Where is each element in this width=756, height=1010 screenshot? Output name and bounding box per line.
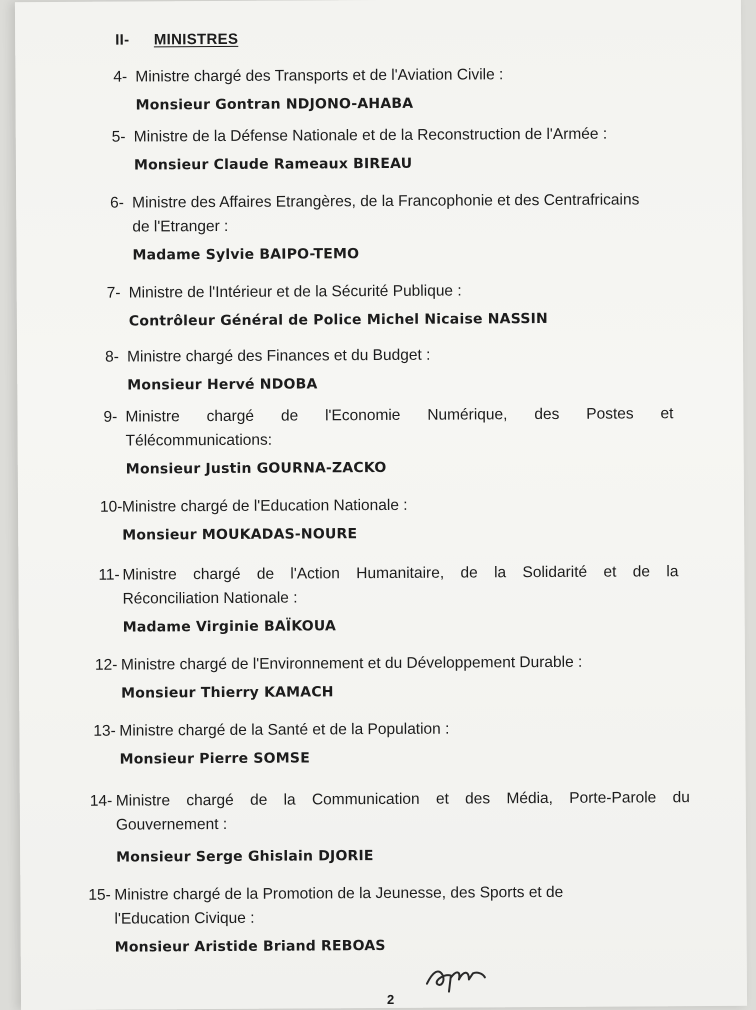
- entry-number: 4-: [113, 68, 128, 86]
- entry-number: 7-: [106, 284, 121, 302]
- section-number: II-: [115, 31, 130, 49]
- minister-name: Monsieur Hervé NDOBA: [127, 376, 318, 394]
- ministry-title-continued: Gouvernement :: [115, 815, 228, 834]
- entry-number: 12-: [94, 656, 118, 674]
- minister-entry: [105, 342, 705, 398]
- ministry-title: Ministre chargé de l'Economie Numérique, des Postes et: [125, 405, 674, 426]
- minister-entry: [113, 62, 713, 118]
- ministry-title-continued: de l'Etranger :: [132, 217, 229, 236]
- minister-name: Madame Virginie BAÏKOUA: [122, 618, 337, 636]
- entry-number: 13-: [93, 722, 116, 740]
- minister-entry: [88, 880, 648, 959]
- ministry-title-continued: Réconciliation Nationale :: [122, 589, 298, 608]
- signature-initials: [423, 961, 487, 995]
- minister-entry: [93, 716, 693, 772]
- ministry-title: Ministre chargé de la Promotion de la Jeunesse, des Sports et de: [114, 883, 564, 904]
- minister-entry: [103, 402, 673, 481]
- minister-entry: [110, 188, 690, 268]
- minister-name: Monsieur Thierry KAMACH: [121, 684, 334, 702]
- entry-number: 5-: [111, 128, 126, 146]
- minister-entry: [112, 122, 712, 178]
- ministry-title: Ministre chargé de l'Environnement et du Développement Durable :: [120, 653, 583, 674]
- entry-number: 11-: [98, 566, 120, 584]
- minister-name: Monsieur Claude Rameaux BIREAU: [133, 155, 413, 174]
- ministry-title: Ministre chargé de la Santé et de la Population :: [119, 720, 450, 740]
- ministry-title: Ministre de la Défense Nationale et de la Reconstruction de l'Armée :: [133, 125, 608, 146]
- minister-entry: [98, 560, 678, 640]
- entry-number: 6-: [110, 194, 125, 212]
- minister-name: Madame Sylvie BAIPO-TEMO: [132, 246, 360, 264]
- ministry-title: Ministre chargé de la Communication et des Média, Porte-Parole du: [115, 789, 690, 810]
- minister-entry: [95, 650, 695, 706]
- entry-number: 14-: [89, 792, 113, 810]
- minister-entry: [100, 492, 700, 548]
- entry-number: 9-: [103, 408, 118, 426]
- ministry-title: Ministre chargé de l'Action Humanitaire, de la Solidarité et de la: [122, 563, 679, 584]
- ministry-title: Ministre de l'Intérieur et de la Sécurité Publique :: [128, 282, 462, 302]
- minister-name: Monsieur Aristide Briand REBOAS: [114, 937, 386, 956]
- ministry-title: Ministre chargé de l'Education Nationale :: [121, 496, 408, 516]
- page-number: 2: [386, 991, 395, 1007]
- ministry-title: Ministre des Affaires Etrangères, de la Francophonie et des Centrafricains: [132, 191, 640, 212]
- section-title: MINISTRES: [153, 30, 239, 49]
- minister-entry: [107, 278, 707, 334]
- ministry-title: Ministre chargé des Finances et du Budget :: [127, 346, 431, 366]
- minister-name: Monsieur Gontran NDJONO-AHABA: [135, 95, 414, 114]
- minister-name: Monsieur Serge Ghislain DJORIE: [116, 848, 374, 866]
- entry-number: 10-: [99, 498, 123, 516]
- ministry-title: Ministre chargé des Transports et de l'Aviation Civile :: [135, 66, 504, 86]
- minister-name: Contrôleur Général de Police Michel Nicaise NASSIN: [128, 310, 548, 330]
- entry-number: 15-: [88, 886, 111, 904]
- section-heading: [115, 31, 238, 49]
- minister-name: Monsieur Pierre SOMSE: [119, 750, 310, 768]
- minister-entry: [90, 786, 690, 870]
- minister-name: Monsieur Justin GOURNA-ZACKO: [125, 459, 387, 478]
- entry-number: 8-: [105, 348, 119, 366]
- minister-name: Monsieur MOUKADAS-NOURE: [122, 526, 358, 544]
- document-page: [15, 0, 747, 1010]
- ministry-title-continued: Télécommunications:: [125, 431, 273, 450]
- ministry-title-continued: l'Education Civique :: [114, 909, 255, 928]
